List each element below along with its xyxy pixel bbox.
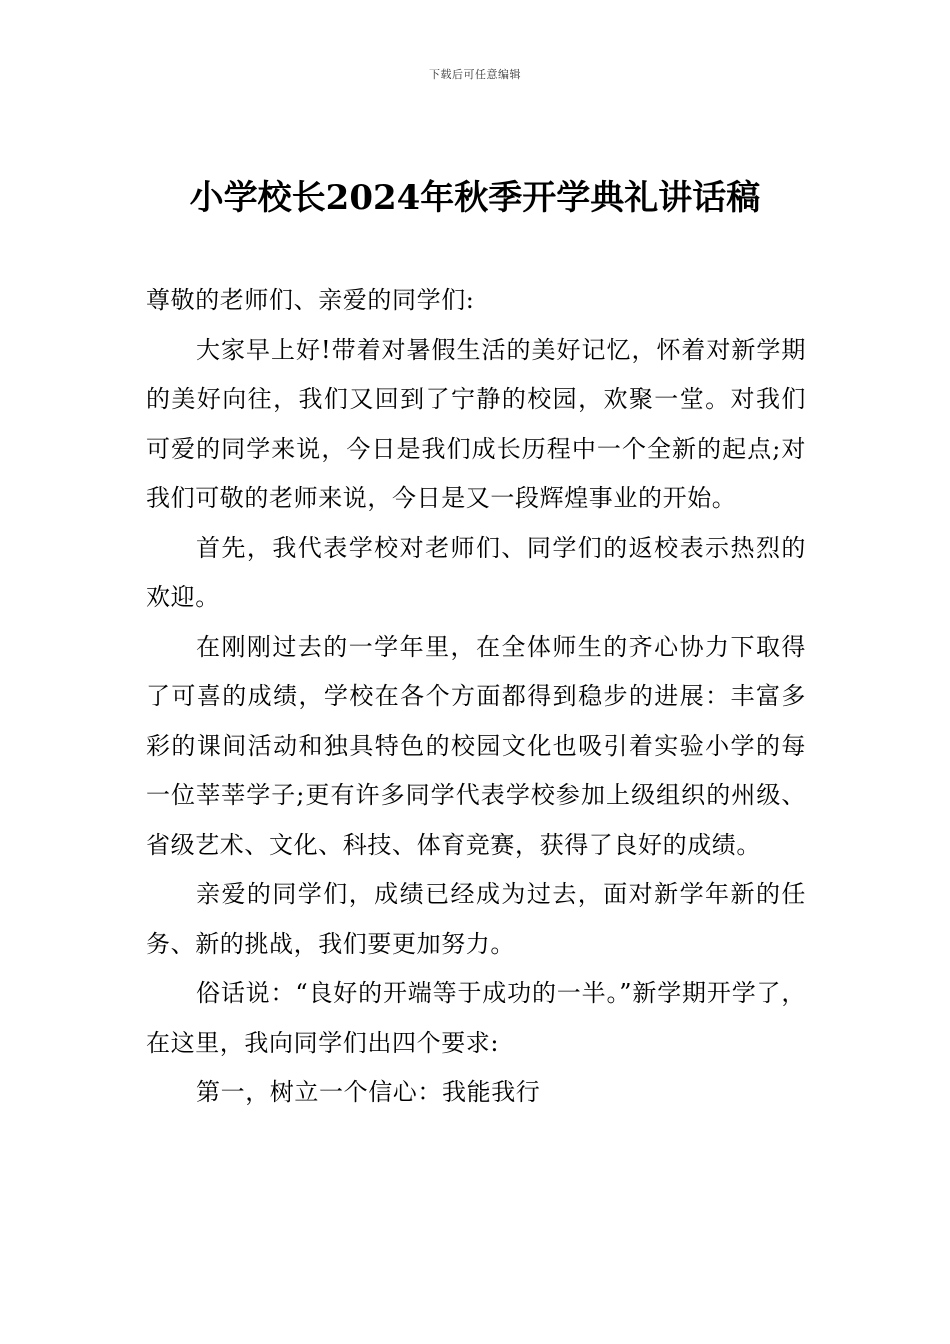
page-header-note: 下载后可任意编辑: [429, 68, 521, 81]
document-body: [146, 276, 806, 1118]
paragraph-5: 俗话说：“良好的开端等于成功的一半。”新学期开学了，在这里，我向同学们出四个要求:: [146, 979, 806, 1057]
paragraph-4: 亲爱的同学们，成绩已经成为过去，面对新学年新的任务、新的挑战，我们要更加努力。: [146, 880, 806, 958]
document-title: 小学校长2024年秋季开学典礼讲话稿: [189, 178, 761, 218]
greeting-line: 尊敬的老师们、亲爱的同学们:: [146, 286, 475, 314]
paragraph-3: 在刚刚过去的一学年里，在全体师生的齐心协力下取得了可喜的成绩，学校在各个方面都得到稳步的进展：丰富多彩的课间活动和独具特色的校园文化也吸引着实验小学的每一位莘莘学子;更有许多同学代表学校参加上级组织的州级、省级艺术、文化、科技、体育竞赛，获得了良好的成绩。: [146, 632, 806, 859]
paragraph-2: 首先，我代表学校对老师们、同学们的返校表示热烈的欢迎。: [146, 533, 806, 611]
paragraph-6: 第一，树立一个信心：我能我行: [196, 1078, 541, 1106]
paragraph-1: 大家早上好!带着对暑假生活的美好记忆，怀着对新学期的美好向往，我们又回到了宁静的校园，欢聚一堂。对我们可爱的同学来说，今日是我们成长历程中一个全新的起点;对我们可敬的老师来说，今日是又一段辉煌事业的开始。: [146, 335, 806, 512]
